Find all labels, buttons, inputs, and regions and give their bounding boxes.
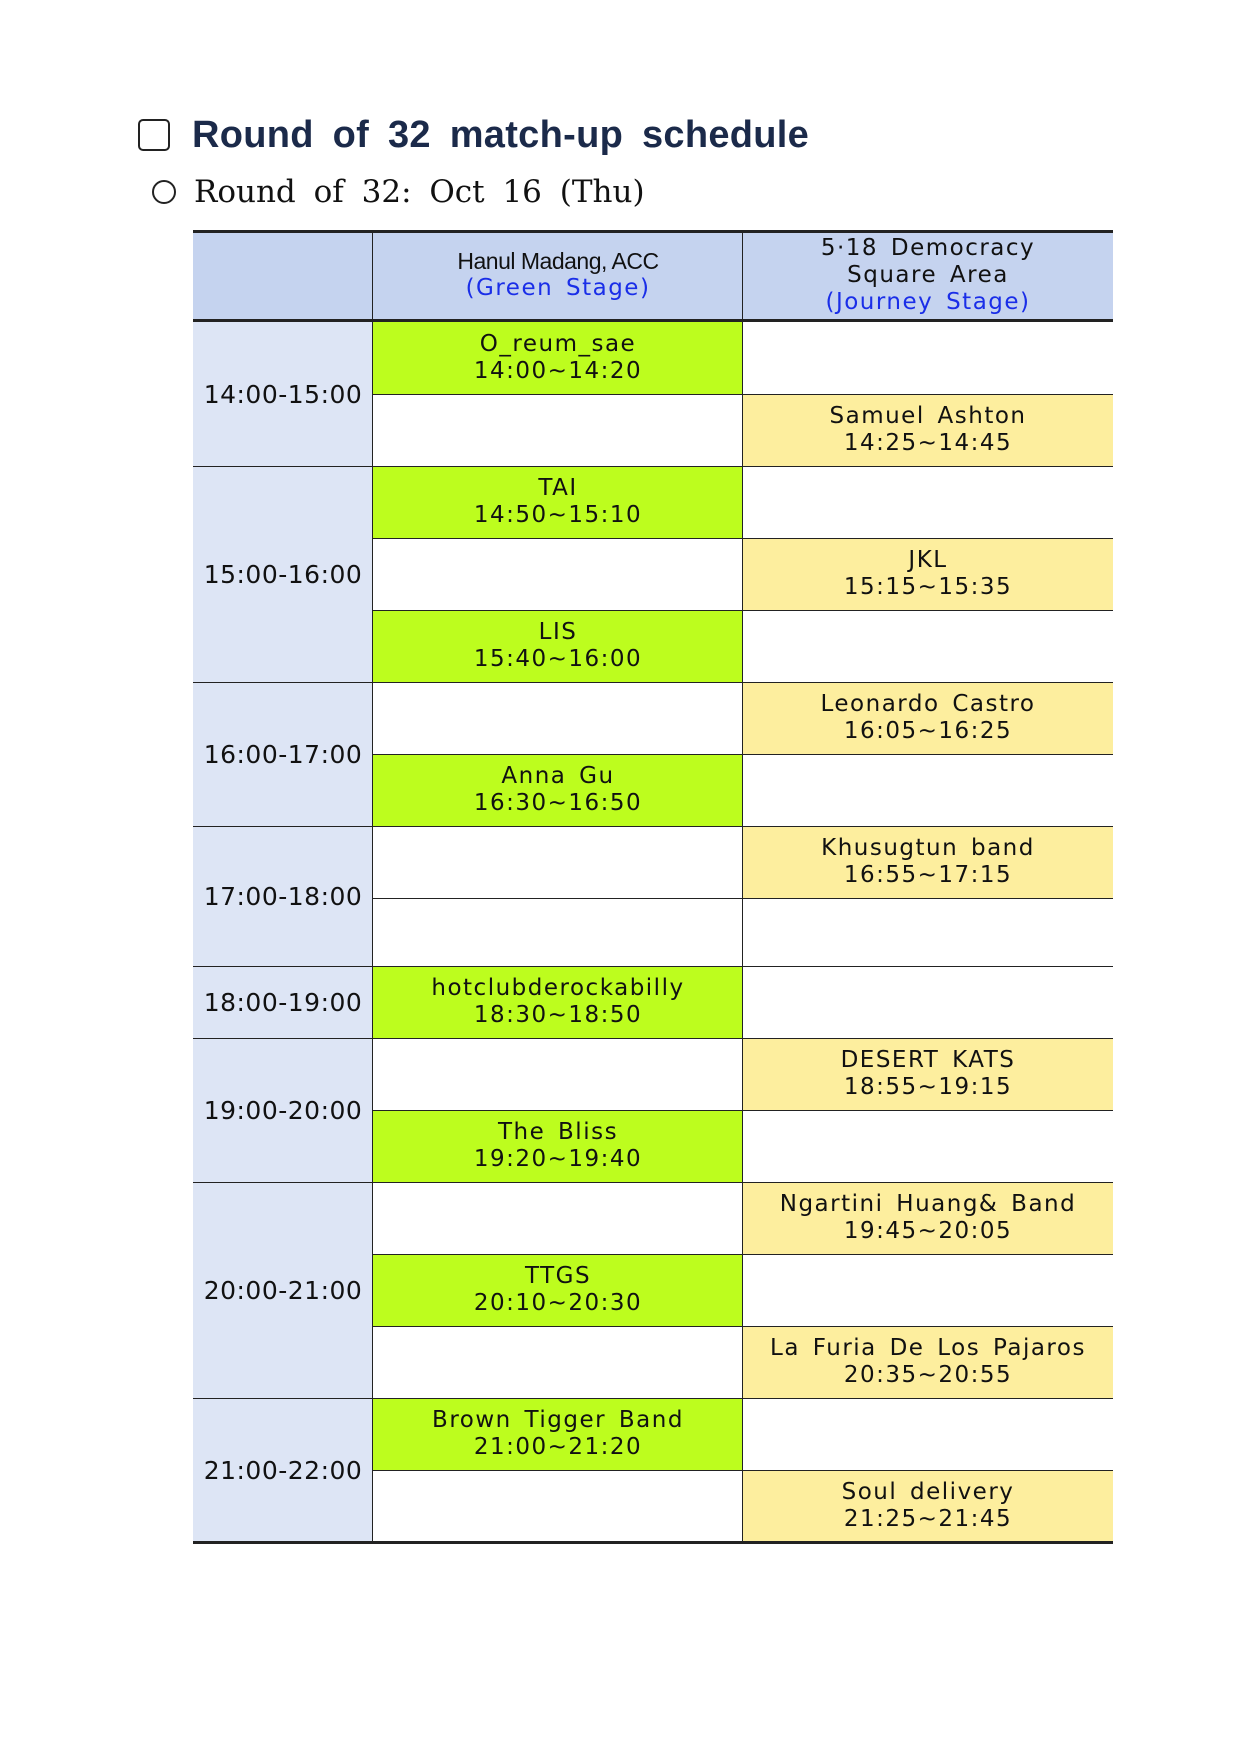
performer-name: Khusugtun band <box>821 835 1035 861</box>
performance-time: 15:40~16:00 <box>473 646 643 672</box>
hour-cell <box>193 322 373 466</box>
empty-slot <box>373 1326 743 1398</box>
performer-name: hotclubderockabilly <box>431 975 685 1001</box>
empty-slot <box>373 898 743 966</box>
performance-time: 16:30~16:50 <box>473 790 643 816</box>
empty-slot <box>743 966 1113 1038</box>
page-title: Round of 32 match-up schedule <box>192 113 810 156</box>
journey-stage-slot <box>743 1038 1113 1110</box>
performer-name: La Furia De Los Pajaros <box>770 1335 1086 1361</box>
slot-divider <box>373 1470 1113 1471</box>
performance-time: 19:20~19:40 <box>473 1146 643 1172</box>
column-divider <box>742 230 743 1542</box>
empty-slot <box>743 1110 1113 1182</box>
row-divider <box>193 466 1113 467</box>
empty-slot <box>373 394 743 466</box>
journey-stage-slot <box>743 1182 1113 1254</box>
subheading-text: Round of 32: Oct 16 (Thu) <box>194 174 645 210</box>
header-journey-venue-line1: 5·18 Democracy <box>820 234 1036 261</box>
empty-slot <box>743 1254 1113 1326</box>
table-top-border <box>193 230 1113 233</box>
page-heading <box>138 110 809 160</box>
performance-time: 14:50~15:10 <box>473 502 643 528</box>
hour-label: 20:00-21:00 <box>203 1275 363 1305</box>
performance-time: 20:10~20:30 <box>473 1290 643 1316</box>
hour-label: 17:00-18:00 <box>203 881 363 911</box>
header-green-stage-name: (Green Stage) <box>465 275 651 301</box>
header-journey-stage-name: (Journey Stage) <box>825 288 1031 315</box>
hour-label: 15:00-16:00 <box>203 559 363 589</box>
hour-cell <box>193 466 373 682</box>
empty-slot <box>743 754 1113 826</box>
performer-name: JKL <box>908 547 948 573</box>
hour-label: 19:00-20:00 <box>203 1095 363 1125</box>
hour-label: 14:00-15:00 <box>203 379 363 409</box>
empty-slot <box>743 322 1113 394</box>
hour-cell <box>193 966 373 1038</box>
journey-stage-slot <box>743 826 1113 898</box>
hour-cell <box>193 1038 373 1182</box>
performer-name: Leonardo Castro <box>820 691 1036 717</box>
header-journey-stage <box>743 230 1113 320</box>
table-bottom-border <box>193 1541 1113 1544</box>
green-stage-slot <box>373 1110 743 1182</box>
performance-time: 21:00~21:20 <box>473 1434 643 1460</box>
hour-label: 16:00-17:00 <box>203 739 363 769</box>
empty-slot <box>743 466 1113 538</box>
slot-divider <box>373 610 1113 611</box>
performer-name: The Bliss <box>497 1119 619 1145</box>
performer-name: Ngartini Huang& Band <box>779 1191 1077 1217</box>
green-stage-slot <box>373 610 743 682</box>
checkbox-icon <box>138 119 170 151</box>
empty-slot <box>373 826 743 898</box>
header-time-cell <box>193 230 373 320</box>
header-green-stage <box>373 230 743 320</box>
slot-divider <box>373 1326 1113 1327</box>
row-divider <box>193 682 1113 683</box>
performance-time: 21:25~21:45 <box>843 1506 1013 1532</box>
slot-divider <box>373 394 1113 395</box>
column-divider <box>372 230 373 1542</box>
empty-slot <box>743 898 1113 966</box>
performance-time: 18:30~18:50 <box>473 1002 643 1028</box>
empty-slot <box>373 1038 743 1110</box>
row-divider <box>193 1182 1113 1183</box>
performance-time: 15:15~15:35 <box>843 574 1013 600</box>
journey-stage-slot <box>743 1326 1113 1398</box>
row-divider <box>193 1398 1113 1399</box>
performer-name: TTGS <box>524 1263 592 1289</box>
performance-time: 18:55~19:15 <box>843 1074 1013 1100</box>
hour-cell <box>193 826 373 966</box>
row-divider <box>193 1038 1113 1039</box>
hour-cell <box>193 1398 373 1542</box>
performance-time: 16:05~16:25 <box>843 718 1013 744</box>
green-stage-slot <box>373 754 743 826</box>
green-stage-slot <box>373 966 743 1038</box>
empty-slot <box>373 538 743 610</box>
circle-bullet-icon <box>152 180 176 204</box>
subheading <box>152 170 645 214</box>
empty-slot <box>373 1182 743 1254</box>
journey-stage-slot <box>743 394 1113 466</box>
performance-time: 14:00~14:20 <box>473 358 643 384</box>
slot-divider <box>373 1110 1113 1111</box>
green-stage-slot <box>373 1254 743 1326</box>
hour-label: 21:00-22:00 <box>203 1455 363 1485</box>
empty-slot <box>373 1470 743 1542</box>
slot-divider <box>373 754 1113 755</box>
header-green-venue: Hanul Madang, ACC <box>457 248 659 274</box>
journey-stage-slot <box>743 538 1113 610</box>
empty-slot <box>373 682 743 754</box>
empty-slot <box>743 1398 1113 1470</box>
hour-label: 18:00-19:00 <box>203 987 363 1017</box>
performer-name: Samuel Ashton <box>829 403 1027 429</box>
performer-name: O_reum_sae <box>479 331 637 357</box>
hour-cell <box>193 682 373 826</box>
performer-name: LIS <box>538 619 578 645</box>
performer-name: Brown Tigger Band <box>432 1407 684 1433</box>
performance-time: 16:55~17:15 <box>843 862 1013 888</box>
green-stage-slot <box>373 1398 743 1470</box>
performance-time: 14:25~14:45 <box>843 430 1013 456</box>
row-divider <box>193 966 1113 967</box>
hour-cell <box>193 1182 373 1398</box>
performer-name: TAI <box>538 475 578 501</box>
journey-stage-slot <box>743 682 1113 754</box>
journey-stage-slot <box>743 1470 1113 1542</box>
empty-slot <box>743 610 1113 682</box>
performance-time: 20:35~20:55 <box>843 1362 1013 1388</box>
schedule-table <box>193 230 1113 1535</box>
row-divider <box>193 826 1113 827</box>
performer-name: DESERT KATS <box>840 1047 1016 1073</box>
green-stage-slot <box>373 466 743 538</box>
header-bottom-border <box>193 319 1113 322</box>
green-stage-slot <box>373 322 743 394</box>
performer-name: Soul delivery <box>841 1479 1015 1505</box>
performance-time: 19:45~20:05 <box>843 1218 1013 1244</box>
header-journey-venue-line2: Square Area <box>847 261 1009 288</box>
slot-divider <box>373 898 1113 899</box>
slot-divider <box>373 1254 1113 1255</box>
performer-name: Anna Gu <box>501 763 615 789</box>
slot-divider <box>373 538 1113 539</box>
